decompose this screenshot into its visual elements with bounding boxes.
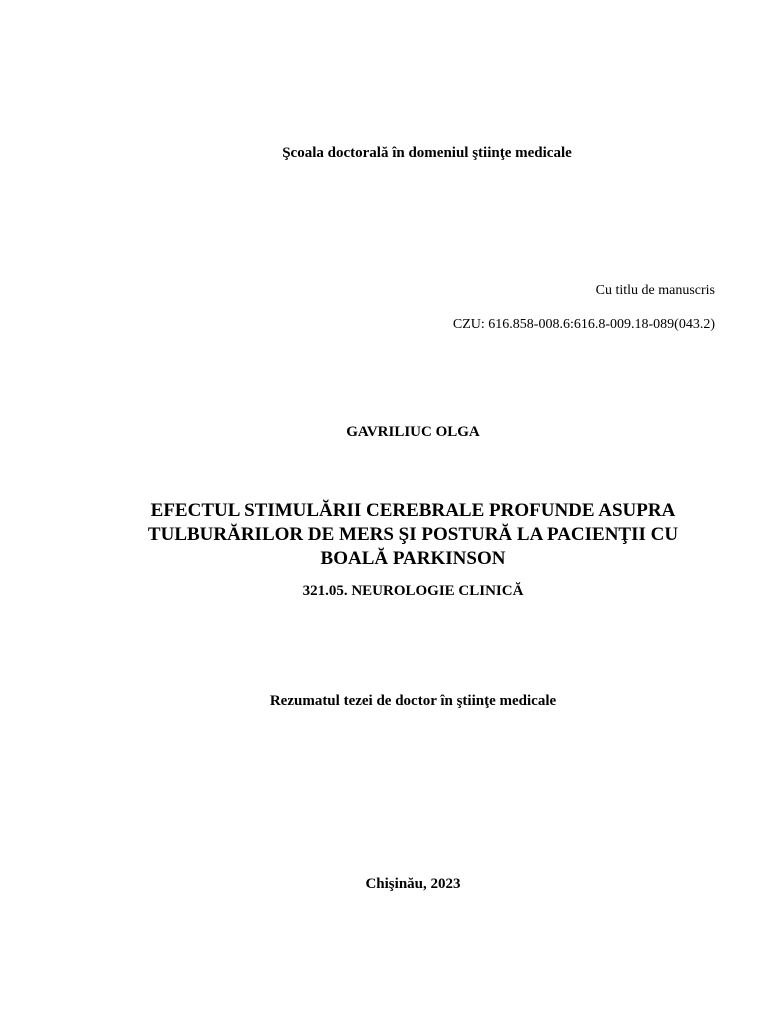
- thesis-title-line: EFECTUL STIMULĂRII CEREBRALE PROFUNDE ASUPRA: [150, 500, 676, 521]
- czu-classification-code: CZU: 616.858-008.6:616.8-009.18-089(043.2): [452, 317, 715, 332]
- author-name: GAVRILIUC OLGA: [346, 424, 480, 440]
- document-type: Rezumatul tezei de doctor în ştiinţe medicale: [269, 693, 557, 709]
- thesis-title: [100, 499, 726, 571]
- place-and-year: Chişinău, 2023: [365, 876, 461, 892]
- thesis-title-line: TULBURĂRILOR DE MERS ŞI POSTURĂ LA PACIENŢII CU: [147, 524, 679, 545]
- manuscript-rights-note: Cu titlu de manuscris: [595, 283, 715, 298]
- specialty-code: 321.05. NEUROLOGIE CLINICĂ: [302, 583, 524, 599]
- doctoral-school-heading: Şcoala doctorală în domeniul ştiinţe medicale: [282, 145, 572, 161]
- thesis-title-line: BOALĂ PARKINSON: [320, 548, 506, 569]
